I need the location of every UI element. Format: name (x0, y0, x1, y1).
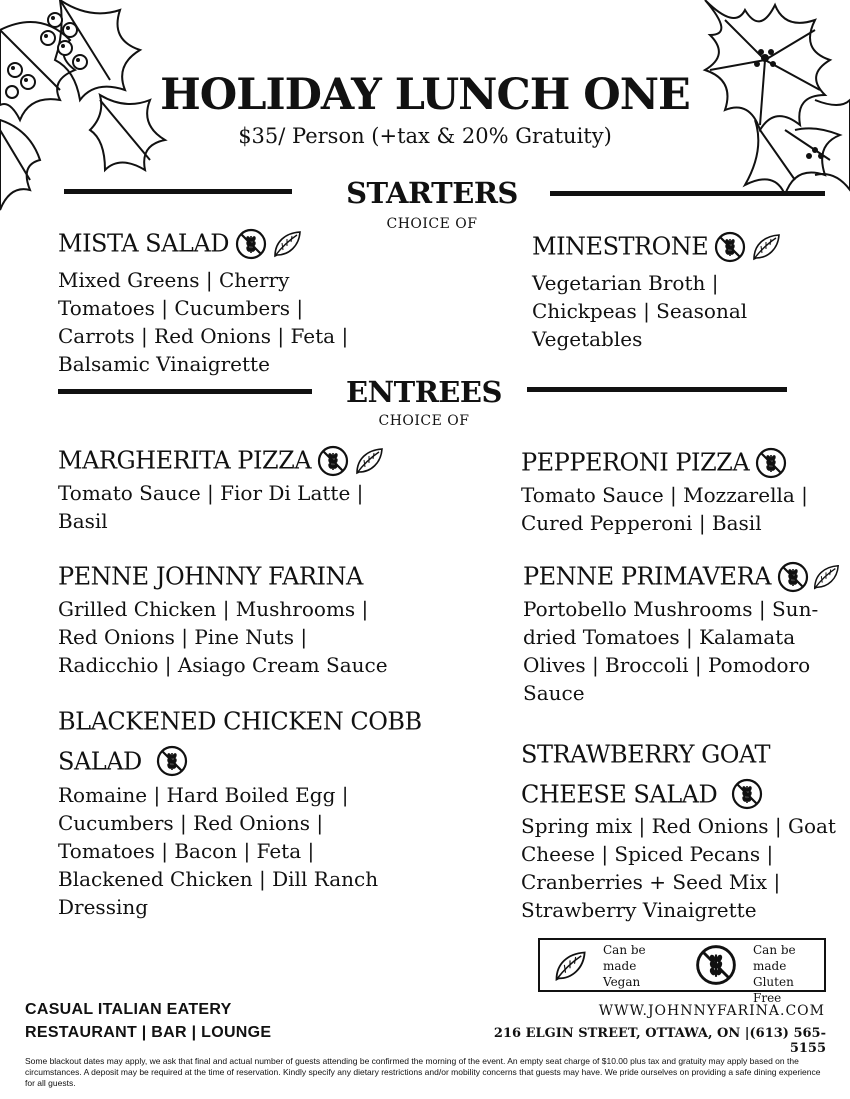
tagline: RESTAURANT | BAR | LOUNGE (25, 1024, 272, 1041)
dish-description (58, 479, 388, 535)
dish-mista-salad (58, 224, 358, 378)
dish-minestrone (532, 227, 832, 353)
divider-rule (58, 389, 312, 394)
dietary-legend (538, 938, 826, 1005)
vegan-leaf-icon (811, 562, 841, 592)
dish-title: MISTA SALAD (58, 229, 229, 258)
dish-name (521, 443, 841, 481)
gluten-free-icon (235, 228, 267, 260)
dish-blackened-chicken-cobb-salad (58, 702, 422, 921)
gluten-free-icon (731, 778, 763, 810)
dish-description (523, 595, 843, 707)
dish-title: PENNE JOHNNY FARINA (58, 562, 363, 591)
desc-line: Cucumbers | Red Onions | (58, 811, 324, 835)
desc-line: Carrots | Red Onions | Feta | (58, 323, 349, 348)
desc-line: Cured Pepperoni | Basil (521, 510, 762, 535)
dish-description (58, 595, 388, 679)
desc-line: Blackened Chicken | Dill Ranch (58, 867, 379, 891)
dish-name (521, 735, 841, 773)
desc-line: dried Tomatoes | Kalamata (523, 624, 796, 649)
desc-line: Basil (58, 508, 108, 533)
desc-line: Mixed Greens | Cherry (58, 267, 290, 292)
desc-line: Romaine | Hard Boiled Egg | (58, 783, 349, 807)
dish-description (58, 266, 358, 378)
dish-name (58, 557, 388, 595)
desc-line: Chickpeas | Seasonal (532, 298, 748, 323)
desc-line: Cranberries + Seed Mix | (521, 870, 781, 894)
legend-line: Gluten Free (753, 975, 794, 1005)
dish-name (58, 742, 418, 780)
entrees-choice-label: CHOICE OF (378, 413, 470, 429)
dish-name (58, 224, 358, 262)
desc-line: Sauce (523, 680, 585, 705)
dish-title: SALAD (58, 747, 142, 775)
desc-line: Tomatoes | Cucumbers | (58, 295, 304, 320)
menu-price: $35/ Person (+tax & 20% Gratuity) (238, 124, 612, 148)
dish-penne-johnny-farina (58, 557, 388, 679)
desc-line: Balsamic Vinaigrette (58, 351, 270, 376)
starters-heading: STARTERS (346, 176, 518, 210)
dish-description (58, 781, 418, 921)
dish-margherita-pizza (58, 441, 388, 535)
desc-line: Olives | Broccoli | Pomodoro (523, 652, 811, 677)
dish-title: PEPPERONI PIZZA (521, 448, 750, 477)
disclaimer: Some blackout dates may apply, we ask that final and actual number of guests attending be confirmed the morning of the event. An empty seat charge of $10.00 plus tax and gratuity may apply based on the circumstances. A deposit may be required at the time of reservation. Kindly specify any dietary restrictions and/or mobility concerns that guests may have. We pride ourselves on providing a safe dining experience for all guests. (25, 1056, 821, 1088)
desc-line: Vegetables (532, 326, 643, 351)
dish-description (532, 269, 832, 353)
dish-name (523, 557, 843, 595)
starters-choice-label: CHOICE OF (386, 216, 478, 232)
desc-line: Cheese | Spiced Pecans | (521, 842, 774, 866)
dish-strawberry-goat-cheese-salad (521, 735, 841, 924)
gluten-free-icon (317, 445, 349, 477)
desc-line: Tomatoes | Bacon | Feta | (58, 839, 315, 863)
dish-name (58, 702, 422, 740)
desc-line: Portobello Mushrooms | Sun- (523, 596, 819, 621)
desc-line: Vegetarian Broth | (532, 270, 719, 295)
dish-penne-primavera (523, 557, 843, 707)
desc-line: Grilled Chicken | Mushrooms | (58, 596, 369, 621)
legend-line: made (603, 959, 637, 973)
dish-pepperoni-pizza (521, 443, 841, 537)
dish-description (521, 812, 841, 924)
gluten-free-legend-text (753, 942, 824, 1006)
divider-rule (550, 191, 825, 196)
vegan-leaf-icon (353, 445, 385, 477)
dish-name (58, 441, 388, 479)
vegan-leaf-icon (552, 948, 588, 984)
gluten-free-icon (777, 561, 809, 593)
desc-line: Radicchio | Asiago Cream Sauce (58, 652, 388, 677)
dish-title: MARGHERITA PIZZA (58, 446, 312, 475)
divider-rule (527, 387, 787, 392)
website-link[interactable]: WWW.JOHNNYFARINA.COM (598, 1003, 825, 1019)
dish-name (532, 227, 832, 265)
gluten-free-icon (714, 231, 746, 263)
gluten-free-icon (695, 944, 737, 986)
dish-title: BLACKENED CHICKEN COBB (58, 707, 422, 736)
legend-line: Vegan (603, 975, 641, 989)
desc-line: Tomato Sauce | Fior Di Latte | (58, 480, 364, 505)
gluten-free-icon (755, 447, 787, 479)
desc-line: Spring mix | Red Onions | Goat (521, 814, 836, 838)
desc-line: Red Onions | Pine Nuts | (58, 624, 308, 649)
desc-line: Strawberry Vinaigrette (521, 898, 757, 922)
dish-title: CHEESE SALAD (521, 780, 718, 808)
gluten-free-icon (156, 745, 188, 777)
legend-line: made (753, 959, 787, 973)
dish-name (521, 775, 841, 813)
dish-description (521, 481, 841, 537)
dish-title: MINESTRONE (532, 232, 709, 261)
desc-line: Tomato Sauce | Mozzarella | (521, 482, 808, 507)
vegan-leaf-icon (271, 228, 303, 260)
vegan-legend-text (603, 942, 646, 990)
legend-line: Can be (753, 943, 796, 957)
vegan-leaf-icon (750, 231, 782, 263)
dish-title: PENNE PRIMAVERA (523, 562, 771, 591)
legend-line: Can be (603, 943, 646, 957)
desc-line: Dressing (58, 895, 149, 919)
dish-title: STRAWBERRY GOAT (521, 740, 770, 769)
tagline: CASUAL ITALIAN EATERY (25, 1001, 232, 1018)
address: 216 ELGIN STREET, OTTAWA, ON |(613) 565-5155 (493, 1026, 826, 1056)
menu-title: HOLIDAY LUNCH ONE (160, 70, 690, 120)
divider-rule (64, 189, 292, 194)
entrees-heading: ENTREES (346, 375, 502, 409)
